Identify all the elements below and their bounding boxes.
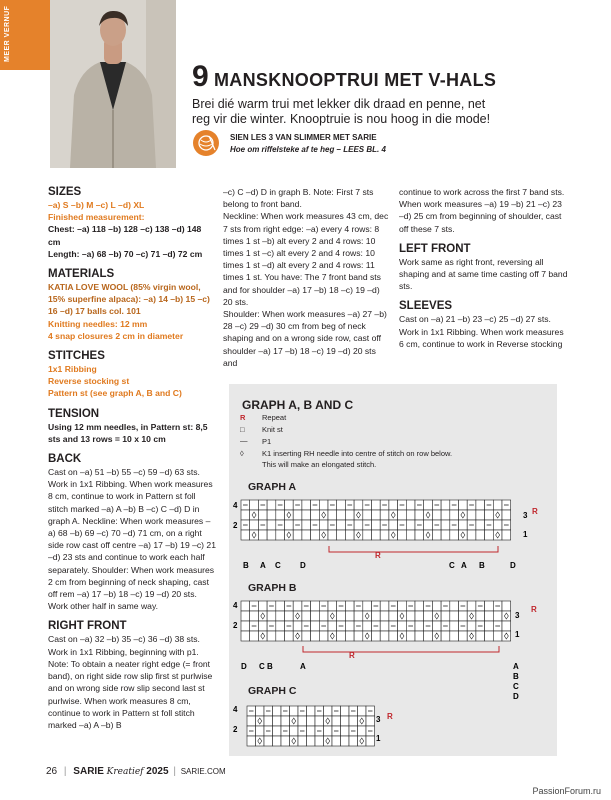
grid-cell	[476, 631, 485, 641]
svg-text:D: D	[510, 561, 516, 570]
grid-cell	[267, 530, 276, 540]
grid-cell	[302, 611, 311, 621]
grid-cell	[476, 530, 485, 540]
graph-c-title: GRAPH C	[248, 685, 297, 697]
grid-cell	[307, 716, 316, 726]
heading-tension: TENSION	[48, 407, 100, 420]
grid-cell	[354, 611, 363, 621]
grid-cell	[485, 510, 494, 520]
grid-cell	[307, 726, 316, 736]
grid-cell	[293, 510, 302, 520]
grid-cell	[389, 611, 398, 621]
grid-cell	[298, 736, 307, 746]
grid-cell	[293, 621, 302, 631]
grid-cell	[493, 631, 502, 641]
grid-cell	[276, 530, 285, 540]
legend-elongated-note: This will make an elongated stitch.	[262, 460, 377, 469]
grid-cell	[345, 510, 354, 520]
grid-cell	[406, 520, 415, 530]
grid-cell	[467, 530, 476, 540]
grid-cell	[302, 520, 311, 530]
svg-text:3: 3	[515, 611, 520, 620]
grid-cell	[372, 530, 381, 540]
grid-cell	[276, 621, 285, 631]
svg-text:D: D	[300, 561, 306, 570]
svg-text:C: C	[449, 561, 455, 570]
grid-cell	[349, 716, 358, 726]
grid-cell	[302, 500, 311, 510]
grid-cell	[441, 500, 450, 510]
grid-cell	[441, 530, 450, 540]
grid-cell	[345, 601, 354, 611]
grid-cell	[349, 736, 358, 746]
grid-cell	[315, 736, 324, 746]
grid-cell	[406, 510, 415, 520]
grid-cell	[341, 726, 350, 736]
site-url: SARIE.COM	[180, 767, 226, 776]
grid-cell	[363, 530, 372, 540]
grid-cell	[467, 510, 476, 520]
svg-text:2: 2	[233, 725, 238, 734]
grid-cell	[432, 601, 441, 611]
grid-cell	[372, 631, 381, 641]
grid-cell	[380, 530, 389, 540]
grid-cell	[372, 500, 381, 510]
svg-text:D: D	[513, 692, 519, 701]
grid-cell	[467, 601, 476, 611]
needles-text: Knitting needles: 12 mm	[48, 318, 148, 329]
grid-cell	[293, 601, 302, 611]
grid-cell	[307, 706, 316, 716]
graph-b-title: GRAPH B	[248, 582, 297, 594]
grid-cell	[415, 621, 424, 631]
grid-cell	[276, 631, 285, 641]
svg-text:1: 1	[515, 630, 520, 639]
grid-cell	[415, 611, 424, 621]
grid-cell	[337, 611, 346, 621]
col3-para-1: continue to work across the first 7 band sts. When work measures –a) 19 –b) 21 –c) 23 –d) 25 cm from beginning of shoulder, cast off these 7 sts.	[399, 187, 565, 234]
grid-cell	[354, 500, 363, 510]
grid-cell	[406, 631, 415, 641]
grid-cell	[273, 716, 282, 726]
grid-cell	[493, 500, 502, 510]
page-number: 26	[46, 766, 58, 777]
grid-cell	[341, 706, 350, 716]
grid-cell	[450, 601, 459, 611]
svg-text:1: 1	[523, 530, 528, 539]
grid-cell	[298, 716, 307, 726]
svg-text:3: 3	[376, 715, 381, 724]
grid-cell	[250, 631, 259, 641]
grid-cell	[380, 601, 389, 611]
grid-cell	[485, 530, 494, 540]
grid-cell	[273, 726, 282, 736]
col2-para-2: Neckline: When work measures 43 cm, dec 7 sts from right edge: –a) every 4 rows: 8 times 1 st –b) alt every 2 and 4 rows: 10 times 1 st –c) alt every 2 and 4 rows: 10 times 1 st –d) alt every 2 and 4 rows: 11 times 1 st. You have: The 7 front band sts and for shoulder –a) 17 –b) 18 –c) 19 –d) 20 sts.	[223, 211, 389, 307]
grid-cell	[241, 621, 250, 631]
grid-cell	[241, 631, 250, 641]
stitch-1: 1x1 Ribbing	[48, 364, 97, 375]
grid-cell	[493, 520, 502, 530]
svg-text:R: R	[375, 551, 381, 560]
grid-cell	[366, 716, 375, 726]
grid-cell	[358, 706, 367, 716]
svg-text:B: B	[479, 561, 485, 570]
grid-cell	[398, 530, 407, 540]
svg-text:B: B	[267, 662, 273, 671]
grid-cell	[398, 601, 407, 611]
grid-cell	[363, 621, 372, 631]
grid-cell	[415, 530, 424, 540]
pattern-title: MANSKNOOPTRUI MET V-HALS	[214, 70, 497, 90]
finished-heading: Finished measurement:	[48, 212, 145, 223]
svg-text:C: C	[513, 682, 519, 691]
grid-cell	[476, 611, 485, 621]
grid-cell	[276, 611, 285, 621]
grid-cell	[363, 601, 372, 611]
grid-cell	[441, 611, 450, 621]
grid-cell	[502, 530, 511, 540]
wool-text: KATIA LOVE WOOL (85% virgin wool, 15% superfine alpaca): –a) 14 –b) 15 –c) 16 –d) 17 balls col. 101	[48, 282, 210, 317]
grid-cell	[502, 510, 511, 520]
grid-cell	[366, 736, 375, 746]
grid-cell	[319, 520, 328, 530]
grid-cell	[450, 510, 459, 520]
grid-cell	[276, 601, 285, 611]
grid-cell	[459, 611, 468, 621]
grid-cell	[345, 530, 354, 540]
heading-right-front: RIGHT FRONT	[48, 620, 127, 633]
grid-cell	[258, 510, 267, 520]
grid-cell	[476, 500, 485, 510]
grid-cell	[264, 716, 273, 726]
grid-cell	[424, 611, 433, 621]
legend-purl: P1	[262, 437, 272, 446]
grid-cell	[389, 500, 398, 510]
grid-cell	[459, 631, 468, 641]
grid-cell	[493, 611, 502, 621]
svg-text:2: 2	[233, 621, 238, 630]
svg-text:1: 1	[376, 734, 381, 743]
grid-cell	[341, 716, 350, 726]
grid-cell	[380, 621, 389, 631]
grid-cell	[389, 631, 398, 641]
grid-cell	[337, 510, 346, 520]
grid-cell	[337, 530, 346, 540]
heading-sleeves: SLEEVES	[399, 300, 453, 313]
lesson-reference: SIEN LES 3 VAN SLIMMER MET SARIE	[230, 133, 377, 142]
grid-cell	[290, 706, 299, 716]
grid-cell	[485, 611, 494, 621]
back-text: Cast on –a) 51 –b) 55 –c) 59 –d) 63 sts. Work in 1x1 Ribbing. When work measures 8 cm, continue to work in Pattern st foll stitch marked –a) A –b) B –c) C –d) D in graph A. Neckline: When work measures –a) 68 –b) 69 –c) 70 –d) 71 cm, on a right side row cast off centre –a) 17 –b) 19 –c) 21 –d) 23 sts and continue to work each half separately. Shoulder: When work measures 2 cm from beginning of neck shaping, cast off rem –a) 17 –b) 18 –c) 19 –d) 20 sts. Work other half in same way.	[48, 467, 216, 612]
grid-cell	[459, 520, 468, 530]
watermark: PassionForum.ru	[532, 786, 601, 796]
grid-cell	[328, 601, 337, 611]
grid-cell	[485, 621, 494, 631]
grid-cell	[302, 530, 311, 540]
grid-cell	[372, 611, 381, 621]
grid-cell	[285, 500, 294, 510]
grid-cell	[285, 520, 294, 530]
grid-cell	[241, 611, 250, 621]
svg-text:B: B	[243, 561, 249, 570]
grid-cell	[406, 611, 415, 621]
grid-cell	[372, 510, 381, 520]
heading-left-front: LEFT FRONT	[399, 242, 471, 255]
grid-cell	[324, 726, 333, 736]
grid-cell	[415, 510, 424, 520]
graph-a-grid	[241, 500, 511, 540]
graph-a-title: GRAPH A	[248, 481, 297, 493]
grid-cell	[432, 621, 441, 631]
grid-cell	[450, 530, 459, 540]
grid-cell	[302, 510, 311, 520]
grid-cell	[424, 500, 433, 510]
grid-cell	[258, 530, 267, 540]
svg-text:R: R	[349, 651, 355, 660]
svg-text:4: 4	[233, 705, 238, 714]
grid-cell	[276, 510, 285, 520]
grid-cell	[424, 520, 433, 530]
grid-cell	[315, 716, 324, 726]
purl-symbol: —	[240, 436, 248, 445]
grid-cell	[363, 510, 372, 520]
grid-cell	[311, 611, 320, 621]
grid-cell	[281, 716, 290, 726]
grid-cell	[337, 520, 346, 530]
grid-cell	[264, 736, 273, 746]
column-2	[223, 186, 391, 369]
grid-cell	[459, 500, 468, 510]
svg-text:R: R	[532, 507, 538, 516]
stitch-3: Pattern st (see graph A, B and C)	[48, 388, 182, 399]
col2-para-3: Shoulder: When work measures –a) 27 –b) 28 –c) 29 –d) 30 cm from beg of neck shaping and on a wrong side row, cast off shoulder –a) 17 –b) 18 –c) 19 –d) 20 sts and	[223, 309, 387, 368]
grid-cell	[328, 530, 337, 540]
grid-cell	[467, 621, 476, 631]
grid-cell	[441, 510, 450, 520]
grid-cell	[502, 601, 511, 611]
grid-cell	[293, 530, 302, 540]
grid-cell	[332, 736, 341, 746]
grid-cell	[267, 500, 276, 510]
svg-text:B: B	[513, 672, 519, 681]
right-front-text: Cast on –a) 32 –b) 35 –c) 36 –d) 38 sts. Work in 1x1 Ribbing, beginning with p1. Note: To obtain a neater right edge (= front band), on right side row slip first st purlwise and on wrong side row slip second last st purlwise. When work measures 8 cm, continue to work in Pattern st foll stitch marked –a) A –b) B	[48, 634, 213, 730]
grid-cell	[332, 716, 341, 726]
grid-cell	[432, 510, 441, 520]
grid-cell	[380, 510, 389, 520]
graph-a	[229, 494, 557, 574]
grid-cell	[389, 520, 398, 530]
grid-cell	[406, 500, 415, 510]
grid-cell	[285, 611, 294, 621]
grid-cell	[250, 520, 259, 530]
grid-cell	[441, 520, 450, 530]
heading-back: BACK	[48, 453, 82, 466]
svg-text:R: R	[387, 712, 393, 721]
yarn-ball-icon	[193, 130, 219, 156]
section-ribbon	[0, 0, 50, 70]
grid-cell	[302, 631, 311, 641]
svg-text:2: 2	[233, 521, 238, 530]
graph-b	[229, 596, 557, 706]
grid-cell	[241, 601, 250, 611]
grid-cell	[432, 530, 441, 540]
ribbon-label: MEER VERNUF	[4, 5, 11, 62]
grid-cell	[476, 520, 485, 530]
stitch-2: Reverse stocking st	[48, 376, 130, 387]
grid-cell	[354, 520, 363, 530]
legend-elongated: K1 inserting RH needle into centre of stitch on row below.	[262, 449, 453, 458]
pattern-number: 9	[192, 60, 209, 93]
grid-cell	[311, 601, 320, 611]
grid-cell	[406, 530, 415, 540]
grid-cell	[311, 631, 320, 641]
chest-text: Chest: –a) 118 –b) 128 –c) 138 –d) 148 cm	[48, 224, 202, 247]
svg-text:R: R	[531, 605, 537, 614]
grid-cell	[319, 631, 328, 641]
grid-cell	[273, 706, 282, 716]
grid-cell	[485, 631, 494, 641]
grid-cell	[337, 500, 346, 510]
grid-cell	[247, 736, 256, 746]
grid-cell	[380, 631, 389, 641]
page-footer: 26 | SARIE Kreatief 2025 | SARIE.COM	[46, 766, 226, 777]
grid-cell	[450, 631, 459, 641]
grid-cell	[267, 611, 276, 621]
column-3	[399, 186, 569, 350]
legend-knit: Knit st	[262, 425, 283, 434]
grid-cell	[281, 736, 290, 746]
grid-cell	[398, 510, 407, 520]
grid-cell	[267, 520, 276, 530]
grid-cell	[398, 621, 407, 631]
grid-cell	[241, 530, 250, 540]
grid-cell	[502, 621, 511, 631]
model-photo	[50, 0, 176, 168]
grid-cell	[250, 611, 259, 621]
svg-text:4: 4	[233, 601, 238, 610]
svg-text:3: 3	[523, 511, 528, 520]
grid-cell	[256, 726, 265, 736]
pattern-intro: Brei dié warm trui met lekker dik draad en penne, net reg vir die winter. Knooptruie is nou hoog in die mode!	[192, 97, 491, 126]
grid-cell	[345, 631, 354, 641]
grid-cell	[267, 510, 276, 520]
grid-cell	[273, 736, 282, 746]
svg-text:A: A	[461, 561, 467, 570]
svg-text:A: A	[260, 561, 266, 570]
lesson-reference-detail: Hoe om riffelsteke af te heg – LEES BL. 4	[230, 145, 386, 154]
grid-cell	[358, 726, 367, 736]
knit-symbol: □	[240, 425, 245, 434]
sleeves-text: Cast on –a) 21 –b) 23 –c) 25 –d) 27 sts. Work in 1x1 Ribbing. When work measures 6 cm, continue to work in Reverse stocking	[399, 314, 564, 349]
grid-cell	[319, 611, 328, 621]
brand-name: SARIE	[73, 766, 104, 777]
grid-cell	[285, 631, 294, 641]
grid-cell	[250, 500, 259, 510]
left-front-text: Work same as right front, reversing all shaping and at same time casting off 7 band sts.	[399, 256, 568, 292]
repeat-symbol: R	[240, 413, 246, 422]
grid-cell	[341, 736, 350, 746]
grid-cell	[354, 631, 363, 641]
grid-cell	[311, 530, 320, 540]
grid-cell	[267, 631, 276, 641]
col2-para-1: –c) C –d) D in graph B. Note: First 7 sts belong to front band.	[223, 187, 374, 210]
grid-cell	[258, 621, 267, 631]
grid-cell	[485, 601, 494, 611]
grid-cell	[311, 510, 320, 520]
grid-cell	[307, 736, 316, 746]
grid-cell	[345, 611, 354, 621]
grid-cell	[415, 631, 424, 641]
grid-cell	[450, 621, 459, 631]
brand-sub: Kreatief	[106, 767, 144, 777]
grid-cell	[337, 631, 346, 641]
grid-cell	[319, 500, 328, 510]
grid-cell	[328, 621, 337, 631]
heading-stitches: STITCHES	[48, 350, 105, 363]
svg-text:D: D	[241, 662, 247, 671]
svg-text:A: A	[300, 662, 306, 671]
grid-cell	[311, 621, 320, 631]
heading-sizes: SIZES	[48, 186, 82, 198]
grid-cell	[290, 726, 299, 736]
grid-cell	[345, 621, 354, 631]
svg-text:C: C	[259, 662, 265, 671]
elongated-stitch-symbol: ◊	[240, 449, 244, 458]
issue-year: 2025	[146, 766, 169, 777]
svg-text:4: 4	[233, 501, 238, 510]
grid-cell	[324, 706, 333, 716]
sizes-text: –a) S –b) M –c) L –d) XL	[48, 200, 145, 210]
graph-c	[229, 700, 557, 750]
grid-cell	[328, 510, 337, 520]
grid-cell	[380, 611, 389, 621]
grid-cell	[424, 631, 433, 641]
grid-cell	[476, 510, 485, 520]
column-1	[48, 186, 216, 731]
grid-cell	[441, 631, 450, 641]
grid-cell	[415, 601, 424, 611]
grid-cell	[247, 716, 256, 726]
tension-text: Using 12 mm needles, in Pattern st: 8,5 sts and 13 rows = 10 x 10 cm	[48, 421, 208, 444]
grid-cell	[241, 510, 250, 520]
legend-repeat: Repeat	[262, 413, 287, 422]
snaps-text: 4 snap closures 2 cm in diameter	[48, 330, 184, 341]
svg-text:C: C	[275, 561, 281, 570]
length-text: Length: –a) 68 –b) 70 –c) 71 –d) 72 cm	[48, 248, 203, 259]
grid-cell	[450, 611, 459, 621]
grid-cell	[372, 520, 381, 530]
grid-cell	[256, 706, 265, 716]
grid-cell	[258, 601, 267, 611]
heading-materials: MATERIALS	[48, 268, 115, 281]
chart-panel-title: GRAPH A, B AND C	[242, 398, 354, 412]
svg-text:A: A	[513, 662, 519, 671]
